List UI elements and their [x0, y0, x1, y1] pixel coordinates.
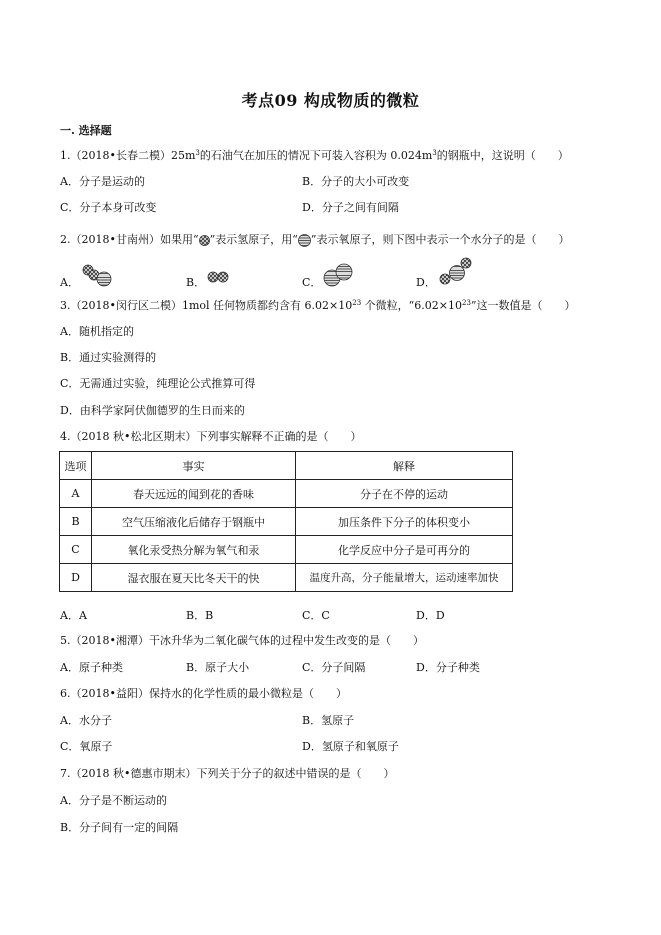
- q1-option-b[interactable]: B．分子的大小可改变: [302, 175, 410, 188]
- table-cell: 春天远远的闻到花的香味: [92, 480, 296, 508]
- oxygen-atom-icon: [298, 234, 311, 247]
- q6-option-d[interactable]: D．氢原子和氧原子: [302, 740, 399, 753]
- hydrogen-atom-icon: [199, 235, 210, 246]
- q2-option-b-label[interactable]: B．: [186, 276, 206, 289]
- q4-table: [59, 451, 513, 592]
- table-row: [60, 564, 513, 592]
- question-1-stem: 1.（2018•长春二模）$25m^3$的石油气在加压的情况下可装入容积为 $0.024m^3$的钢瓶中，这说明（ ）: [60, 149, 569, 162]
- table-cell: 温度升高，分子能量增大，运动速率加快: [296, 564, 513, 592]
- q3-option-c[interactable]: C．无需通过实验，纯理论公式推算可得: [60, 377, 256, 390]
- q3-option-d[interactable]: D．由科学家阿伏伽德罗的生日而来的: [60, 404, 245, 417]
- table-row: [60, 508, 513, 536]
- table-header-cell: 事实: [92, 452, 296, 480]
- q2-option-a-molecule-icon[interactable]: [80, 262, 116, 288]
- q7-option-b[interactable]: B．分子间有一定的间隔: [60, 821, 179, 834]
- table-cell: A: [60, 480, 92, 508]
- q6-option-c[interactable]: C．氧原子: [60, 740, 113, 753]
- table-cell: 化学反应中分子是可再分的: [296, 536, 513, 564]
- section-heading: 一. 选择题: [60, 124, 112, 137]
- q2-option-c-label[interactable]: C．: [302, 276, 322, 289]
- q4-option-a[interactable]: A．A: [60, 609, 87, 622]
- table-header-cell: 解释: [296, 452, 513, 480]
- question-4-stem: 4.（2018 秋•松北区期末）下列事实解释不正确的是（ ）: [60, 430, 362, 443]
- q5-option-b[interactable]: B．原子大小: [186, 661, 250, 674]
- table-header-row: [60, 452, 513, 480]
- table-row: [60, 480, 513, 508]
- table-cell: 空气压缩液化后储存于钢瓶中: [92, 508, 296, 536]
- q5-option-d[interactable]: D．分子种类: [416, 661, 480, 674]
- q3-option-b[interactable]: B．通过实验测得的: [60, 351, 157, 364]
- q1-option-a[interactable]: A．分子是运动的: [60, 175, 145, 188]
- q4-option-c[interactable]: C．C: [302, 609, 330, 622]
- table-cell: C: [60, 536, 92, 564]
- table-cell: 氧化汞受热分解为氧气和汞: [92, 536, 296, 564]
- q5-option-c[interactable]: C．分子间隔: [302, 661, 366, 674]
- q2-option-c-molecule-icon[interactable]: [322, 260, 356, 288]
- question-2-stem: 2.（2018•甘南州）如果用“ ”表示氢原子，用“ ”表示氧原子，则下图中表示一个水分子的是（ ）: [60, 233, 570, 246]
- q3-option-a[interactable]: A．随机指定的: [60, 325, 134, 338]
- q1-option-c[interactable]: C．分子本身可改变: [60, 201, 157, 214]
- table-cell: 湿衣服在夏天比冬天干的快: [92, 564, 296, 592]
- q2-option-d-molecule-icon[interactable]: [435, 255, 475, 289]
- table-cell: 分子在不停的运动: [296, 480, 513, 508]
- q2-option-d-label[interactable]: D．: [416, 276, 436, 289]
- question-7-stem: 7.（2018 秋•德惠市期末）下列关于分子的叙述中错误的是（ ）: [60, 767, 395, 780]
- q2-option-a-label[interactable]: A．: [60, 276, 79, 289]
- q1-option-d[interactable]: D．分子之间有间隔: [302, 201, 399, 214]
- q4-option-b[interactable]: B．B: [186, 609, 214, 622]
- table-cell: 加压条件下分子的体积变小: [296, 508, 513, 536]
- q2-option-b-molecule-icon[interactable]: [205, 270, 235, 284]
- q5-option-a[interactable]: A．原子种类: [60, 661, 123, 674]
- question-6-stem: 6.（2018•益阳）保持水的化学性质的最小微粒是（ ）: [60, 687, 347, 700]
- page-title: 考点09 构成物质的微粒: [241, 91, 420, 110]
- table-cell: D: [60, 564, 92, 592]
- table-header-cell: 选项: [60, 452, 92, 480]
- table-cell: B: [60, 508, 92, 536]
- q7-option-a[interactable]: A．分子是不断运动的: [60, 794, 167, 807]
- q6-option-a[interactable]: A．水分子: [60, 714, 112, 727]
- question-5-stem: 5.（2018•湘潭）干冰升华为二氧化碳气体的过程中发生改变的是（ ）: [60, 634, 424, 647]
- question-3-stem: 3.（2018•闵行区二模）1mol 任何物质都约含有 $6.02\times 10^{23}$ 个微粒，“$6.02\times 10^{23}$”这一数值是（ ）: [60, 299, 576, 312]
- q6-option-b[interactable]: B．氢原子: [302, 714, 355, 727]
- q4-option-d[interactable]: D．D: [416, 609, 445, 622]
- table-row: [60, 536, 513, 564]
